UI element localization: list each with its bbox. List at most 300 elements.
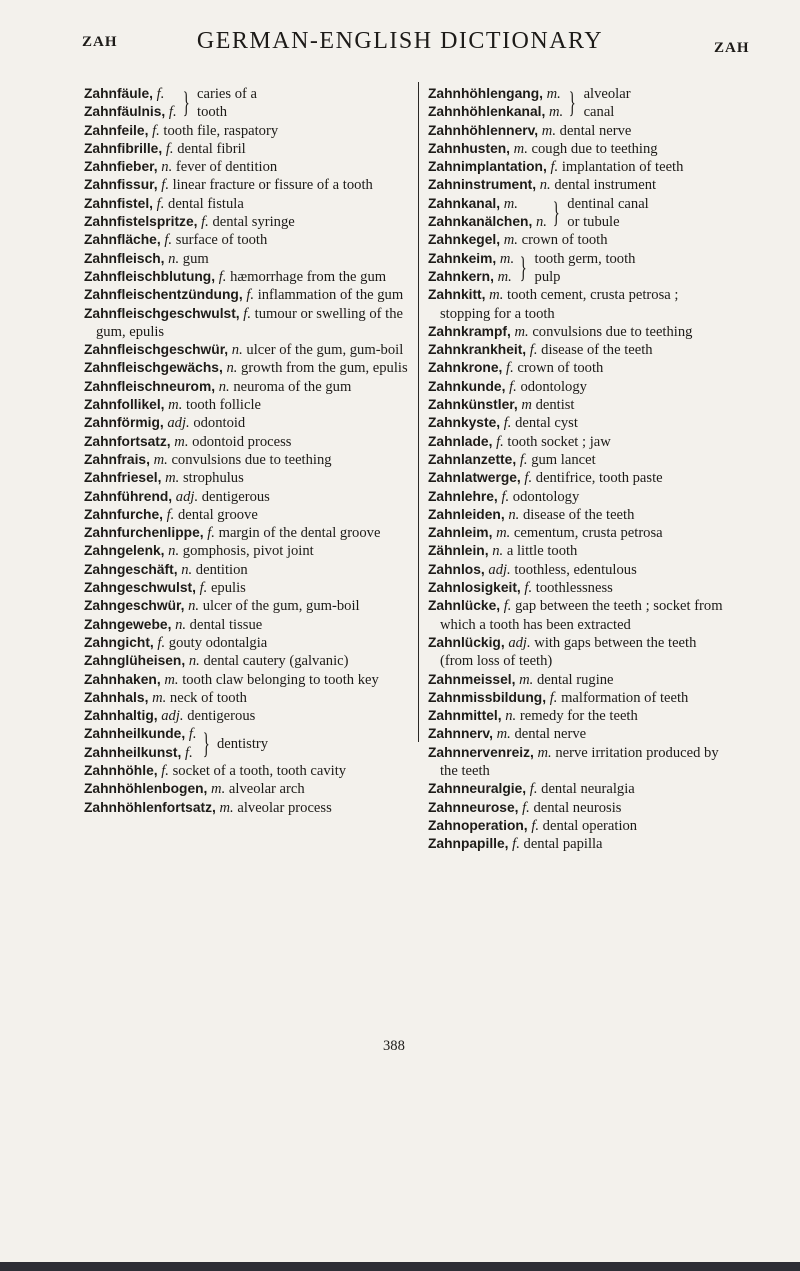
headword: Zahnfistel, [84,195,153,211]
headword: Zahnlücke, [428,598,501,614]
dictionary-entry [84,469,412,487]
gender-label: m. [503,232,518,249]
headword: Zahnmeissel, [428,671,516,687]
gender-label: n. [231,342,243,359]
definition: dentifrice, tooth paste [535,470,663,487]
shared-definition [535,250,636,287]
headword: Zahngeschäft, [84,561,178,577]
gender-label: f. [496,433,504,450]
gender-label: n. [168,250,180,267]
headword: Zahnfäulnis, [84,104,166,120]
headword: Zahnneuralgie, [428,781,527,797]
headword: Zahnkitt, [428,287,486,303]
headword: Zahnlos, [428,561,485,577]
gender-label: m. [497,268,512,285]
page-number: 388 [383,1038,405,1054]
headword: Zahnimplantation, [428,159,547,175]
definition: toothlessness [535,580,613,597]
headword: Zahngicht, [84,634,154,650]
gender-label: f. [501,488,510,505]
dictionary-entry [428,451,732,469]
brace: } [182,86,190,120]
dictionary-entry [428,359,732,377]
gender-label: f. [512,836,520,853]
definition: dentigerous [187,708,256,725]
gender-label: adj. [508,634,531,651]
gender-label: adj. [175,488,199,505]
headword: Zahnfissur, [84,177,158,193]
dictionary-entry [428,286,732,323]
headword: Zahnhöhle, [84,762,158,778]
definition: alveolar process [237,799,332,816]
dictionary-entry [428,524,732,542]
definition: dental tissue [189,616,263,633]
definition: dental papilla [523,836,603,853]
shared-definition [567,195,648,232]
dictionary-entry [84,231,412,249]
definition: dental nerve [559,122,632,139]
headword: Zahnnerv, [428,726,493,742]
headword: Zahnfortsatz, [84,433,171,449]
definition: inflammation of the gum [257,287,404,304]
gender-label: f. [152,122,160,139]
definition: dental instrument [554,177,657,194]
headword: Zahnlatwerge, [428,470,521,486]
dictionary-entry [84,597,412,615]
dictionary-entry [428,414,732,432]
dictionary-entry [84,250,412,268]
page-edge-line [0,1262,800,1271]
definition: tooth cement, crusta petrosa ; stopping for a tooth [440,287,679,322]
dictionary-entry [428,158,732,176]
gender-label: m. [164,671,179,688]
definition: ulcer of the gum, gum-boil [202,598,360,615]
definition-line: caries of a [197,86,257,102]
headword: Zahnkyste, [428,415,501,431]
headword: Zahnfäule, [84,86,153,101]
dictionary-entry-group [428,85,732,122]
headword: Zahnmittel, [428,708,502,724]
headword: Zahnkegel, [428,232,501,248]
gender-label: f. [531,817,540,834]
headword: Zahnfleischentzündung, [84,287,243,303]
dictionary-entry [84,524,412,542]
dictionary-entry [84,707,412,725]
headword: Zahnfieber, [84,159,158,175]
headword: Zahnhöhlenfortsatz, [84,799,216,815]
definition: ulcer of the gum, gum-boil [246,342,404,359]
gender-label: m. [548,104,564,121]
dictionary-entry [428,341,732,359]
dictionary-entry [428,396,732,414]
definition: dental rugine [536,671,614,688]
gender-label: m. [153,451,168,468]
definition: hæmorrhage from the gum [230,268,387,285]
dictionary-entry [84,378,412,396]
entry-line [428,213,547,231]
dictionary-entry [428,671,732,689]
gender-label: m. [519,671,534,688]
gender-label: f. [161,177,169,194]
definition: margin of the dental groove [218,525,381,542]
gender-label: f. [157,634,166,651]
headword: Zahnhusten, [428,140,511,156]
dictionary-entry [84,561,412,579]
gender-label: f. [529,342,538,359]
headword: Zahnfläche, [84,232,161,248]
gender-label: n. [168,543,180,560]
dictionary-entry [428,542,732,560]
definition: gap between the teeth ; socket from which a tooth has been extracted [440,598,723,633]
gender-label: n. [492,543,504,560]
dictionary-entry [428,707,732,725]
definition: tooth file, raspatory [163,122,279,139]
definition: odontoid [193,415,246,432]
gender-label: m. [211,781,226,798]
definition: dentist [535,397,575,414]
definition: odontoid process [192,433,292,450]
dictionary-entry [84,176,412,194]
brace: } [202,726,210,760]
gender-label: m [521,397,532,414]
dictionary-entry-group [84,725,412,762]
definition: malformation of teeth [561,689,689,706]
dictionary-entry-group [428,195,732,232]
headword: Zahnpapille, [428,836,509,852]
headword: Zahnfurche, [84,506,163,522]
headword: Zahnfleischgeschwulst, [84,305,240,321]
gender-label: n. [161,159,173,176]
headword: Zahnkünstler, [428,397,518,413]
headword: Zahnfibrille, [84,140,163,156]
gender-label: f. [549,689,558,706]
entry-line [428,195,547,213]
definition: nerve irritation produced by the teeth [440,744,719,779]
dictionary-entry [428,122,732,140]
headword: Zahnoperation, [428,817,528,833]
entry-line [428,250,514,268]
headword: Zahnkanal, [428,195,501,211]
brace: } [552,196,560,230]
gender-label: n. [226,360,238,377]
definition: socket of a tooth, tooth cavity [172,762,347,779]
gender-label: f. [168,104,177,121]
dictionary-entry [428,579,732,597]
gender-label: f. [156,195,165,212]
dictionary-entry [428,488,732,506]
shared-definition [217,735,268,753]
dictionary-entry [84,195,412,213]
dictionary-entry [84,433,412,451]
gender-label: m. [152,689,167,706]
definition-line: dentinal canal [567,195,649,212]
headword: Zahnkeim, [428,250,497,266]
headword: Zahnglüheisen, [84,653,186,669]
guide-word-right: ZAH [714,40,750,56]
dictionary-entry [84,359,412,377]
gender-label: m. [503,195,518,212]
headword: Zahnhöhlengang, [428,86,543,101]
definition: neck of tooth [169,689,247,706]
guide-word-left: ZAH [82,34,118,50]
definition: odontology [512,488,580,505]
gender-label: f. [506,360,514,377]
gender-label: m. [541,122,556,139]
dictionary-entry [84,213,412,231]
gender-label: m. [496,726,511,743]
gender-label: f. [529,781,538,798]
headword: Zahngewebe, [84,616,172,632]
dictionary-entry [428,835,732,853]
entry-line [84,725,197,743]
headword: Zahnlade, [428,433,493,449]
headword: Zahnlehre, [428,488,498,504]
definition-line: or tubule [567,214,620,231]
dictionary-entry [84,652,412,670]
headword: Zahnfriesel, [84,470,162,486]
gender-label: n. [188,653,200,670]
headword: Zahnförmig, [84,415,164,431]
definition: surface of tooth [175,232,268,249]
headword: Zahnfurchenlippe, [84,525,204,541]
dictionary-entry [428,817,732,835]
gender-label: m. [165,470,180,487]
entry-line [428,268,514,286]
gender-label: m. [537,744,552,761]
definition: convulsions due to teething [532,323,693,340]
gender-label: f. [188,726,197,743]
definition: epulis [210,580,246,597]
headword: Zahninstrument, [428,177,537,193]
definition: crown of tooth [521,232,608,249]
definition-line: alveolar [583,86,631,102]
headword: Zahnhaltig, [84,708,158,724]
shared-definition [197,85,257,122]
headword: Zahnfleischgewächs, [84,360,223,376]
dictionary-entry [84,671,412,689]
headword: Zahnhaken, [84,671,161,687]
headword: Zahnhöhlenkanal, [428,104,546,120]
entry-line [84,103,177,121]
dictionary-entry [428,378,732,396]
definition: dental operation [542,817,638,834]
headword: Zahnheilkunde, [84,726,186,742]
gender-label: n. [181,561,193,578]
definition: dental syringe [212,214,295,231]
dictionary-entry [428,140,732,158]
gender-label: adj. [167,415,190,432]
headword: Zahnfollikel, [84,397,165,413]
gender-label: m. [546,86,561,102]
column-divider [418,82,419,742]
dictionary-entry [84,414,412,432]
dictionary-entry [84,799,412,817]
gender-label: f. [550,159,559,176]
gender-label: n. [218,378,230,395]
definition: tooth socket ; jaw [507,433,611,450]
headword: Zahnhöhlennerv, [428,122,539,138]
headword: Zahnfleischneurom, [84,378,216,394]
gender-label: f. [161,762,169,779]
definition: dentition [195,561,248,578]
entry-line [84,744,197,762]
headword: Zahnkern, [428,268,494,284]
definition: tumour or swelling of the gum, epulis [96,305,404,340]
shared-definition [584,85,631,122]
dictionary-entry [428,799,732,817]
headword: Zahnfleischblutung, [84,268,216,284]
headword: Zahnleiden, [428,506,505,522]
dictionary-entry [428,506,732,524]
definition: crown of tooth [517,360,604,377]
dictionary-entry [84,762,412,780]
brace: } [568,86,576,120]
definition: implantation of teeth [561,159,684,176]
dictionary-entry [84,506,412,524]
definition: gouty odontalgia [168,634,268,651]
gender-label: f. [519,451,528,468]
dictionary-entry [84,488,412,506]
headword: Zahnhöhlenbogen, [84,781,208,797]
running-header [0,0,800,60]
gender-label: f. [503,415,512,432]
gender-label: f. [243,305,251,322]
gender-label: n. [535,214,547,231]
left-column [84,85,412,817]
headword: Zahnkanälchen, [428,214,533,230]
definition-line: tooth [197,104,228,121]
definition: dental neurosis [533,799,622,816]
headword: Zahnkunde, [428,378,506,394]
dictionary-entry [428,469,732,487]
gender-label: adj. [161,708,184,725]
definition: dental groove [177,506,258,523]
definition: convulsions due to teething [171,451,332,468]
headword: Zahnneurose, [428,799,519,815]
entry-line [84,85,177,103]
gender-label: f. [201,214,209,231]
dictionary-entry [428,597,732,634]
headword: Zahnführend, [84,488,173,504]
headword: Zahngeschwür, [84,598,185,614]
gender-label: n. [539,177,551,194]
dictionary-entry [428,561,732,579]
gender-label: m. [499,250,515,267]
headword: Zahnfleischgeschwür, [84,342,229,358]
dictionary-entry [428,323,732,341]
dictionary-entry [84,158,412,176]
headword: Zahnlosigkeit, [428,580,521,596]
gender-label: f. [503,598,512,615]
definition: tooth claw belonging to tooth key [182,671,379,688]
entry-line [428,85,563,103]
gender-label: m. [489,287,504,304]
dictionary-entry-group [428,250,732,287]
gender-label: n. [508,506,520,523]
gender-label: f. [522,799,530,816]
dictionary-entry [84,341,412,359]
dictionary-entry [428,231,732,249]
definition: dental cyst [515,415,578,432]
dictionary-entry [84,780,412,798]
gender-label: n. [175,616,187,633]
headword: Zahnhals, [84,689,149,705]
gender-label: f. [199,580,208,597]
right-column [428,85,732,853]
dictionary-entry [84,689,412,707]
gender-label: m. [513,140,528,157]
dictionary-entry [428,725,732,743]
gender-label: m. [219,799,234,816]
definition: a little tooth [506,543,578,560]
gender-label: f. [246,287,255,304]
headword: Zahnlückig, [428,634,505,650]
gender-label: n. [188,598,200,615]
definition: dental nerve [514,726,587,743]
gender-label: adj. [488,561,511,578]
definition: cough due to teething [531,140,658,157]
gender-label: m. [496,525,511,542]
definition: gum lancet [531,451,596,468]
dictionary-entry [84,634,412,652]
gender-label: m. [168,397,183,414]
definition: strophulus [182,470,244,487]
dictionary-entry [84,542,412,560]
gender-label: f. [165,140,174,157]
definition-line: dentistry [216,735,269,752]
definition: dental fibril [177,140,246,157]
dictionary-entry [84,396,412,414]
headword: Zahngelenk, [84,543,165,559]
gender-label: f. [524,580,533,597]
gender-label: f. [164,232,173,249]
dictionary-entry [428,689,732,707]
gender-label: f. [207,525,215,542]
brace: } [519,250,527,284]
dictionary-entry [84,268,412,286]
definition: disease of the teeth [522,506,635,523]
definition: dental fistula [168,195,244,212]
definition: odontology [520,378,587,395]
definition: dentigerous [201,488,270,505]
dictionary-entry [84,286,412,304]
gender-label: f. [166,506,175,523]
definition: remedy for the teeth [519,708,638,725]
gender-label: f. [218,268,227,285]
gender-label: f. [509,378,517,395]
definition-line: canal [583,104,615,121]
headword: Zahnmissbildung, [428,689,547,705]
headword: Zahngeschwulst, [84,580,196,596]
gender-label: n. [505,708,517,725]
dictionary-entry [84,579,412,597]
headword: Zähnlein, [428,543,489,559]
dictionary-entry [84,122,412,140]
dictionary-entry [84,140,412,158]
dictionary-entry [84,616,412,634]
definition: fever of dentition [175,159,278,176]
headword: Zahnheilkunst, [84,744,182,760]
definition: dental cautery (galvanic) [203,653,349,670]
definition: dental neuralgia [541,781,635,798]
headword: Zahnfrais, [84,451,150,467]
dictionary-entry [84,305,412,342]
gender-label: f. [185,744,193,761]
definition: disease of the teeth [541,342,653,359]
definition: cementum, crusta petrosa [513,525,663,542]
headword: Zahnfistelspritze, [84,214,198,230]
page-title: GERMAN-ENGLISH DICTIONARY [196,28,604,54]
